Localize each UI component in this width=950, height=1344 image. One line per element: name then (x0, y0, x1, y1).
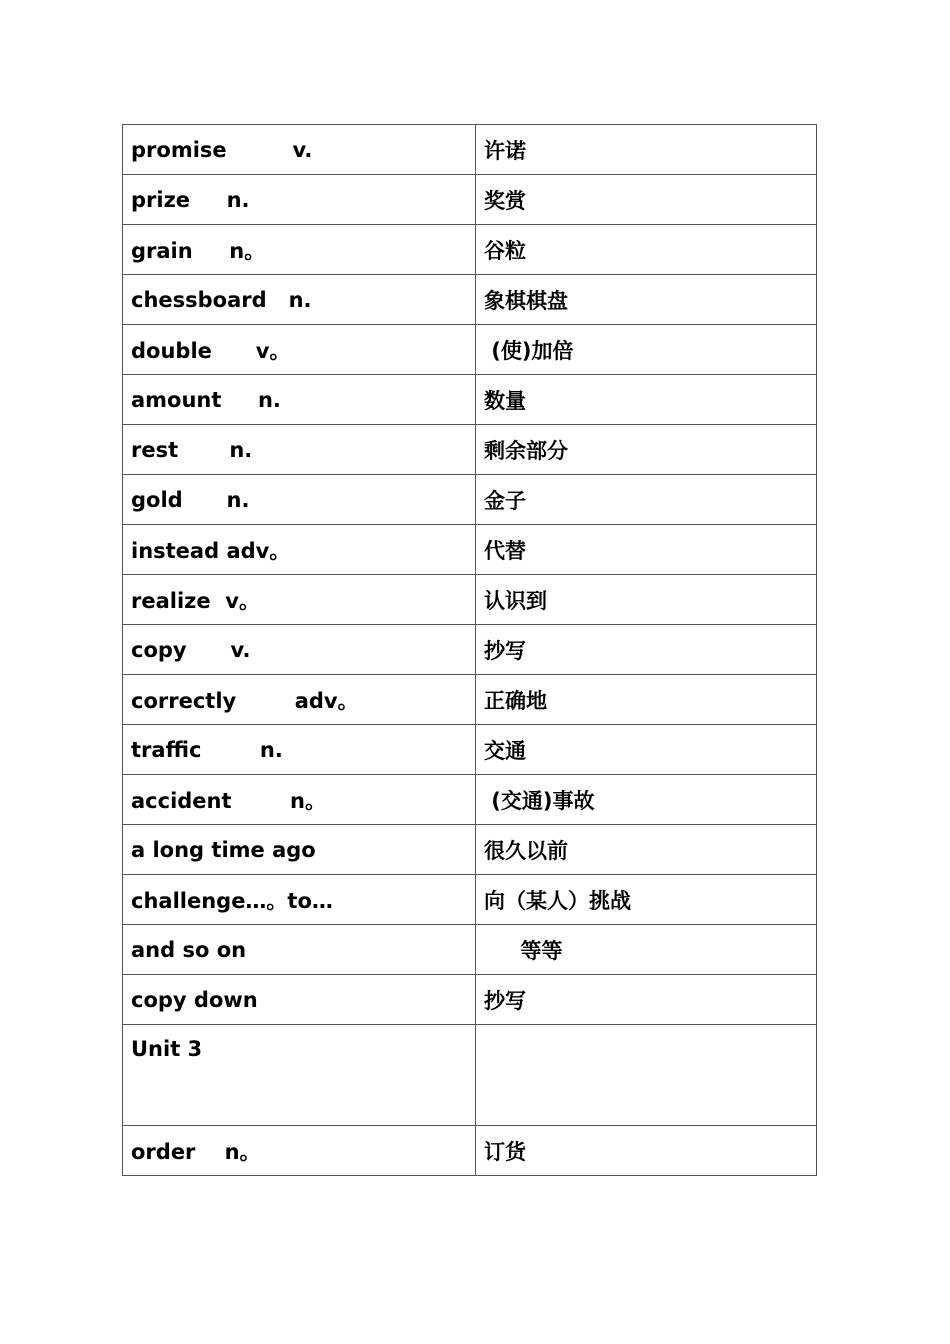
table-row (123, 925, 817, 975)
chinese-cell: 认识到 (476, 575, 817, 625)
table-row (123, 675, 817, 725)
table-row (123, 1126, 817, 1176)
table-row (123, 325, 817, 375)
english-cell: grain n。 (123, 225, 476, 275)
english-cell: a long time ago (123, 825, 476, 875)
chinese-cell: 交通 (476, 725, 817, 775)
english-cell: double v。 (123, 325, 476, 375)
english-cell: instead adv。 (123, 525, 476, 575)
chinese-cell: 象棋棋盘 (476, 275, 817, 325)
english-cell: order n。 (123, 1126, 476, 1176)
chinese-cell: 抄写 (476, 625, 817, 675)
english-cell: traffic n. (123, 725, 476, 775)
unit-heading: Unit 3 (123, 1025, 476, 1126)
table-row (123, 425, 817, 475)
english-cell: copy down (123, 975, 476, 1025)
chinese-cell: 许诺 (476, 125, 817, 175)
chinese-cell: 订货 (476, 1126, 817, 1176)
english-cell: accident n。 (123, 775, 476, 825)
chinese-cell: (使)加倍 (476, 325, 817, 375)
chinese-cell: 剩余部分 (476, 425, 817, 475)
english-cell: challenge…。to… (123, 875, 476, 925)
english-cell: chessboard n. (123, 275, 476, 325)
section-heading-row (123, 1025, 817, 1126)
english-cell: promise v. (123, 125, 476, 175)
english-cell: amount n. (123, 375, 476, 425)
chinese-cell: 抄写 (476, 975, 817, 1025)
vocabulary-table (122, 124, 817, 1176)
english-cell: gold n. (123, 475, 476, 525)
chinese-cell: (交通)事故 (476, 775, 817, 825)
chinese-cell: 金子 (476, 475, 817, 525)
table-row (123, 825, 817, 875)
table-row (123, 225, 817, 275)
table-row (123, 525, 817, 575)
chinese-cell: 谷粒 (476, 225, 817, 275)
chinese-cell: 向（某人）挑战 (476, 875, 817, 925)
table-row (123, 175, 817, 225)
chinese-cell: 代替 (476, 525, 817, 575)
english-cell: prize n. (123, 175, 476, 225)
table-row (123, 125, 817, 175)
english-cell: copy v. (123, 625, 476, 675)
english-cell: correctly adv。 (123, 675, 476, 725)
chinese-cell: 数量 (476, 375, 817, 425)
english-cell: realize v。 (123, 575, 476, 625)
english-cell: and so on (123, 925, 476, 975)
table-row (123, 725, 817, 775)
table-row (123, 625, 817, 675)
table-row (123, 275, 817, 325)
chinese-cell: 等等 (476, 925, 817, 975)
empty-cell (476, 1025, 817, 1126)
table-row (123, 375, 817, 425)
table-row (123, 775, 817, 825)
chinese-cell: 正确地 (476, 675, 817, 725)
table-row (123, 875, 817, 925)
chinese-cell: 奖赏 (476, 175, 817, 225)
table-row (123, 575, 817, 625)
table-row (123, 975, 817, 1025)
chinese-cell: 很久以前 (476, 825, 817, 875)
table-row (123, 475, 817, 525)
english-cell: rest n. (123, 425, 476, 475)
